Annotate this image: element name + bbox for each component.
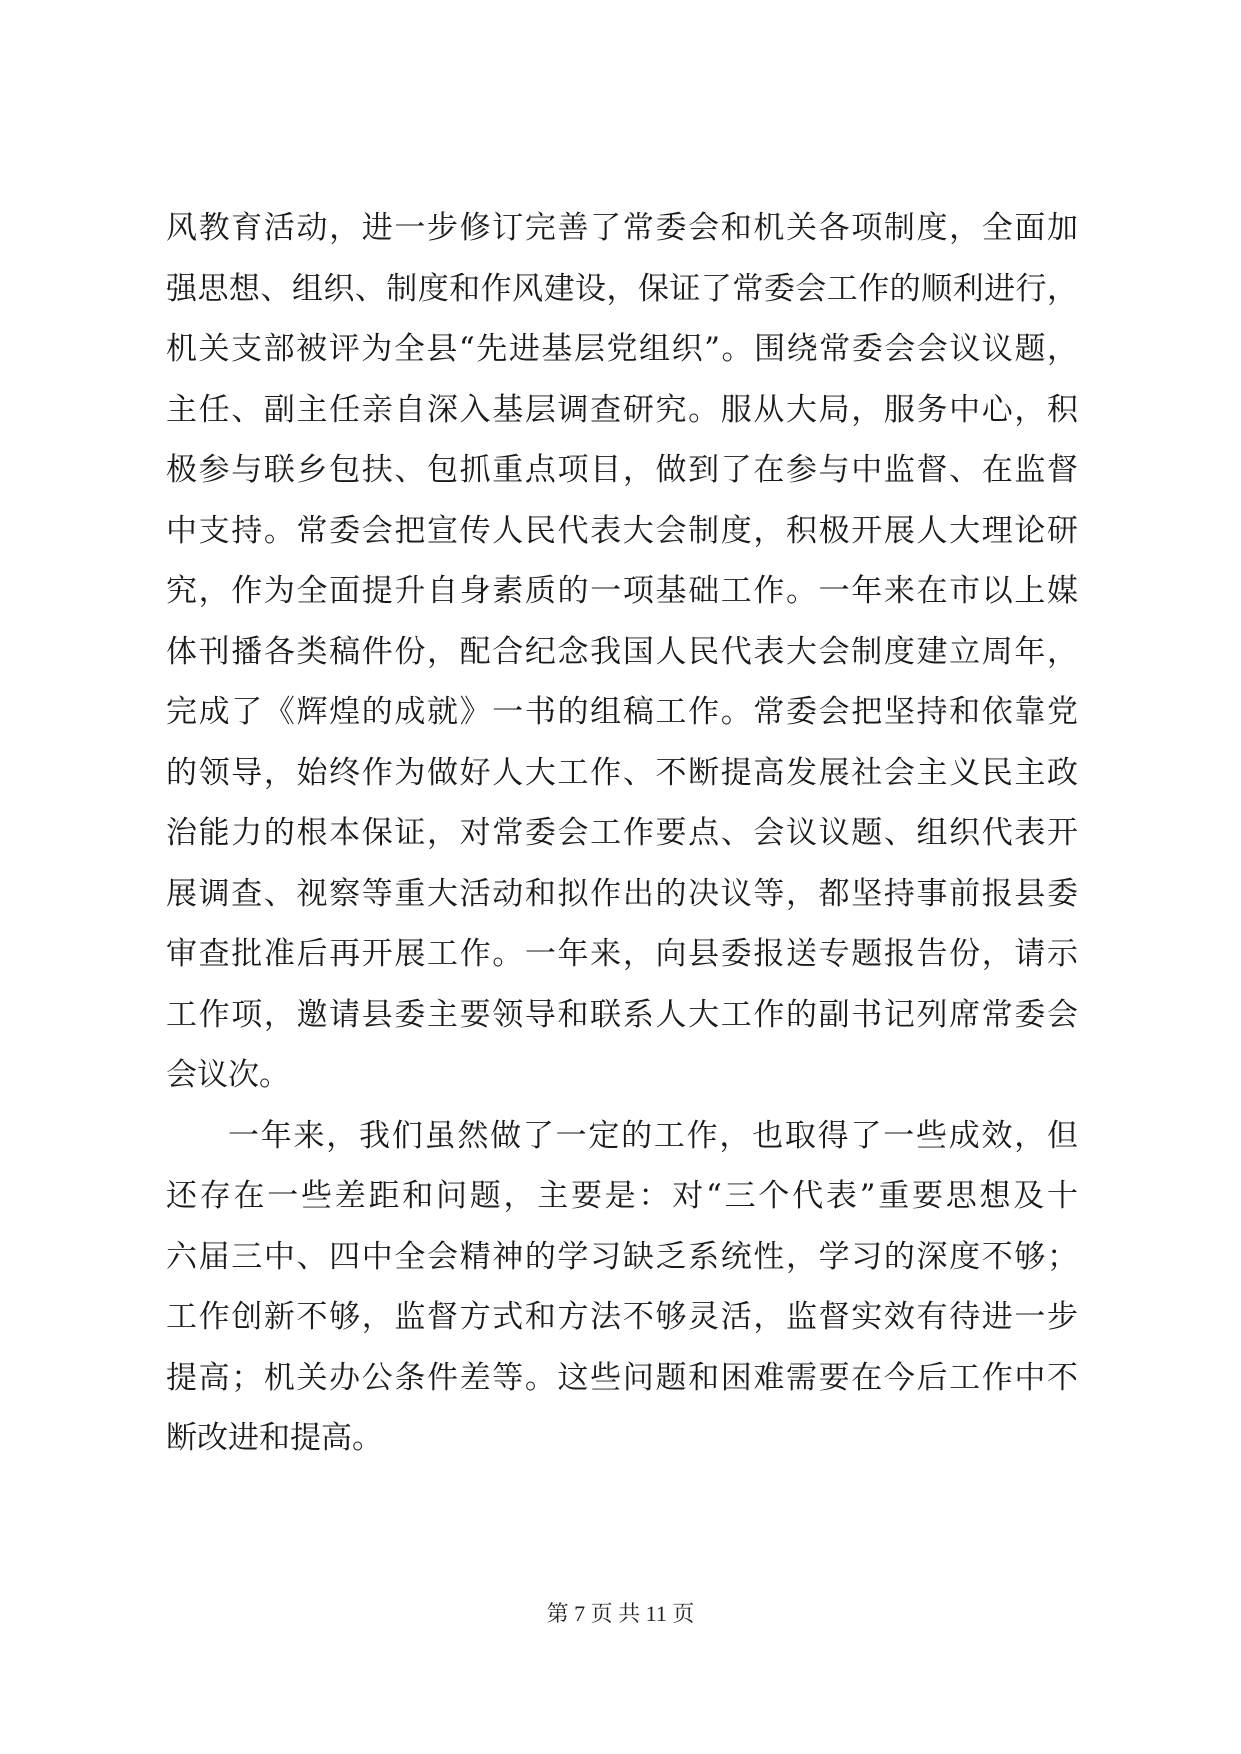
text-line: 工作项，邀请县委主要领导和联系人大工作的副书记列席常委会: [166, 996, 1078, 1033]
text-line: 展调查、视察等重大活动和拟作出的决议等，都坚持事前报县委: [166, 875, 1078, 912]
text-line: 审查批准后再开展工作。一年来，向县委报送专题报告份，请示: [166, 936, 1078, 972]
text-line: 完成了《辉煌的成就》一书的组稿工作。常委会把坚持和依靠党: [166, 694, 1078, 730]
text-line: 强思想、组织、制度和作风建设，保证了常委会工作的顺利进行，: [166, 270, 1078, 307]
text-line: 治能力的根本保证，对常委会工作要点、会议议题、组织代表开: [166, 815, 1078, 851]
text-line: 一年来，我们虽然做了一定的工作，也取得了一些成效，但: [228, 1117, 1078, 1154]
text-line: 还存在一些差距和问题，主要是：对“三个代表”重要思想及十: [166, 1178, 1078, 1214]
text-line: 六届三中、四中全会精神的学习缺乏系统性，学习的深度不够；: [166, 1238, 1078, 1275]
text-line: 的领导，始终作为做好人大工作、不断提高发展社会主义民主政: [166, 754, 1078, 791]
document-body: [166, 198, 1078, 1469]
paragraph-1: [166, 198, 1078, 1106]
text-line: 究，作为全面提升自身素质的一项基础工作。一年来在市以上媒: [166, 573, 1078, 609]
text-line: 中支持。常委会把宣传人民代表大会制度，积极开展人大理论研: [166, 512, 1078, 549]
text-line: 风教育活动，进一步修订完善了常委会和机关各项制度，全面加: [166, 210, 1078, 246]
text-line: 断改进和提高。: [166, 1420, 383, 1456]
text-line: 主任、副主任亲自深入基层调查研究。服从大局，服务中心，积: [166, 391, 1078, 428]
page-number-footer: 第 7 页 共 11 页: [546, 1601, 695, 1626]
text-line: 极参与联乡包扶、包抓重点项目，做到了在参与中监督、在监督: [166, 452, 1078, 488]
text-line: 体刊播各类稿件份，配合纪念我国人民代表大会制度建立周年，: [166, 633, 1078, 670]
text-line: 机关支部被评为全县“先进基层党组织”。围绕常委会会议议题，: [166, 331, 1078, 367]
text-line: 工作创新不够，监督方式和方法不够灵活，监督实效有待进一步: [166, 1299, 1078, 1335]
text-line: 提高；机关办公条件差等。这些问题和困难需要在今后工作中不: [166, 1359, 1078, 1396]
paragraph-2: [166, 1106, 1078, 1469]
text-line: 会议次。: [166, 1057, 290, 1093]
